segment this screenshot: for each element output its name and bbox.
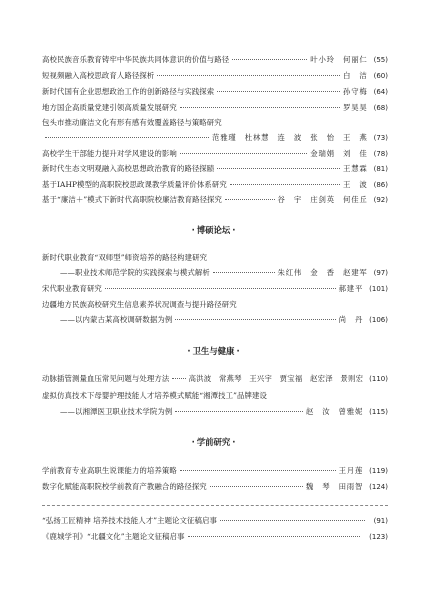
dot-leader	[220, 520, 365, 521]
entry-authors: 尚 丹	[338, 315, 364, 324]
toc-entry[interactable]	[42, 116, 388, 130]
entry-page: (55)	[373, 56, 388, 64]
section-title: 博硕论坛	[196, 225, 231, 235]
entry-authors: 王月莲	[338, 466, 364, 475]
dot-leader	[180, 470, 336, 471]
entry-authors: 孙守梅	[343, 87, 368, 96]
entry-authors: 朱红伟 金 香 赵建军	[277, 268, 368, 277]
dot-leader	[230, 184, 340, 185]
entry-title: 新时代职业教育“双师型”师资培养的路径构建研究	[42, 253, 208, 262]
toc-entry[interactable]	[42, 162, 388, 176]
entry-page: (110)	[369, 375, 388, 383]
entry-title: ——以内蒙古某高校调研数据为例	[60, 315, 173, 324]
toc-entry[interactable]	[42, 372, 388, 386]
toc-entry[interactable]	[42, 85, 388, 99]
entry-authors: 魏 琴 田雨智	[305, 482, 364, 491]
entry-page: (123)	[369, 533, 388, 541]
section-title: 卫生与健康	[192, 346, 235, 356]
entry-title: 短视频融入高校思政育人路径探析	[42, 71, 155, 80]
entry-authors: 郝建平	[338, 284, 364, 293]
entry-page: (78)	[373, 150, 388, 158]
entry-authors: 高洪波 常燕琴 王兴宇 贾宝福 赵宏泽 景则宏	[188, 374, 364, 383]
dot-leader	[105, 288, 336, 289]
entry-page: (86)	[373, 181, 388, 189]
section-heading-health	[0, 345, 427, 357]
entry-page: (73)	[373, 134, 388, 142]
entry-page: (97)	[373, 269, 388, 277]
dot-leader	[45, 137, 209, 138]
entry-page: (115)	[369, 408, 388, 416]
toc-notice-entry[interactable]	[42, 514, 388, 528]
dot-leader	[172, 378, 185, 379]
entry-title: 宋代职业教育研究	[42, 284, 102, 293]
entry-page: (106)	[369, 316, 388, 324]
entry-title: ——以湘潭医卫职业技术学院为例	[60, 407, 173, 416]
entry-title: 地方国企高质量党建引领高质量发展研究	[42, 103, 177, 112]
entry-title: 动脉插管测量血压常见问题与处理方法	[42, 374, 170, 383]
toc-entry[interactable]	[42, 389, 388, 403]
entry-title: 《鹿城学刊》“北疆文化”主题论文征稿启事	[42, 532, 185, 541]
bullet-dot: ·	[191, 437, 195, 447]
toc-entry[interactable]	[42, 178, 388, 192]
toc-entry[interactable]	[42, 298, 388, 312]
toc-entry[interactable]	[42, 147, 388, 161]
dot-leader	[217, 168, 340, 169]
dot-leader	[210, 486, 303, 487]
toc-entry[interactable]	[42, 53, 388, 67]
toc-entry[interactable]	[42, 69, 388, 83]
dot-leader	[180, 107, 340, 108]
entry-page: (101)	[369, 285, 388, 293]
toc-notice-entry[interactable]	[42, 530, 388, 544]
entry-page: (81)	[373, 165, 388, 173]
entry-title: 数字化赋能高职院校学前教育产教融合的路径探究	[42, 482, 207, 491]
entry-title: “弘扬工匠精神 培养技术技能人才”主题论文征稿启事	[42, 516, 218, 525]
dot-leader	[213, 272, 275, 273]
entry-page: (92)	[373, 196, 388, 204]
toc-entry[interactable]	[42, 193, 388, 207]
dot-leader	[225, 199, 274, 200]
entry-authors: 叶小玲 何丽仁	[310, 55, 368, 64]
dot-leader	[175, 411, 302, 412]
entry-authors: 金瑞娟 刘 佳	[310, 149, 368, 158]
entry-authors: 罗昊昊	[343, 103, 368, 112]
entry-title: ——职业技术师范学院的实践探索与模式解析	[60, 268, 210, 277]
entry-title: 虚拟仿真技术下母婴护理技能人才培养模式赋能“湘潭技工”品牌建设	[42, 391, 267, 400]
entry-title: 新时代生态文明观融入高校思想政治教育的路径探赜	[42, 164, 215, 173]
bullet-dot: ·	[191, 225, 195, 235]
toc-entry[interactable]	[42, 251, 388, 265]
toc-entry[interactable]	[42, 480, 388, 494]
toc-entry[interactable]	[42, 464, 388, 478]
section-heading-preschool	[0, 436, 427, 448]
bullet-dot: ·	[232, 437, 236, 447]
toc-entry[interactable]	[42, 282, 388, 296]
entry-page: (124)	[369, 483, 388, 491]
toc-entry[interactable]	[42, 101, 388, 115]
section-divider	[42, 505, 388, 506]
entry-title: 高校民族音乐教育铸牢中华民族共同体意识的价值与路径	[42, 55, 230, 64]
entry-authors: 王慧霖	[343, 164, 368, 173]
bullet-dot: ·	[187, 346, 191, 356]
entry-title: 基于“廉洁＋”模式下新时代高职院校廉洁教育路径探究	[42, 195, 223, 204]
dot-leader	[188, 536, 361, 537]
bullet-dot: ·	[236, 346, 240, 356]
entry-authors: 王 波	[343, 180, 368, 189]
entry-page: (91)	[373, 517, 388, 525]
section-heading-boshuo	[0, 224, 427, 236]
dot-leader	[157, 75, 340, 76]
toc-entry-subtitle[interactable]	[60, 266, 388, 280]
dot-leader	[180, 153, 307, 154]
entry-page: (60)	[373, 72, 388, 80]
section-title: 学前研究	[196, 437, 231, 447]
toc-entry-subtitle[interactable]	[60, 405, 388, 419]
entry-title: 新时代国有企业思想政治工作的创新路径与实践探索	[42, 87, 215, 96]
entry-authors: 白 洁	[343, 71, 368, 80]
entry-title: 包头市推动廉洁文化有形有感有效覆盖路径与策略研究	[42, 118, 222, 127]
entry-authors: 赵 汝 曾雅妮	[305, 407, 364, 416]
bullet-dot: ·	[232, 225, 236, 235]
dot-leader	[175, 319, 335, 320]
entry-title: 高校学生干部能力提升对学风建设的影响	[42, 149, 177, 158]
toc-entry-continuation[interactable]	[42, 131, 388, 145]
entry-page: (64)	[373, 88, 388, 96]
entry-page: (68)	[373, 104, 388, 112]
dot-leader	[217, 91, 340, 92]
entry-authors: 谷 宇 庄剑英 何佳丘	[277, 195, 368, 204]
toc-entry-subtitle[interactable]	[60, 313, 388, 327]
entry-title: 基于IAHP模型的高职院校思政课教学质量评价体系研究	[42, 180, 227, 189]
entry-title: 学前教育专业高职生说课能力的培养策略	[42, 466, 177, 475]
entry-title: 边疆地方民族高校研究生信息素养状况调查与提升路径研究	[42, 300, 237, 309]
entry-page: (119)	[369, 467, 388, 475]
dot-leader	[232, 59, 307, 60]
entry-authors: 范雅瑾 杜林慧 连 波 张 怡 王 燕	[212, 133, 368, 142]
